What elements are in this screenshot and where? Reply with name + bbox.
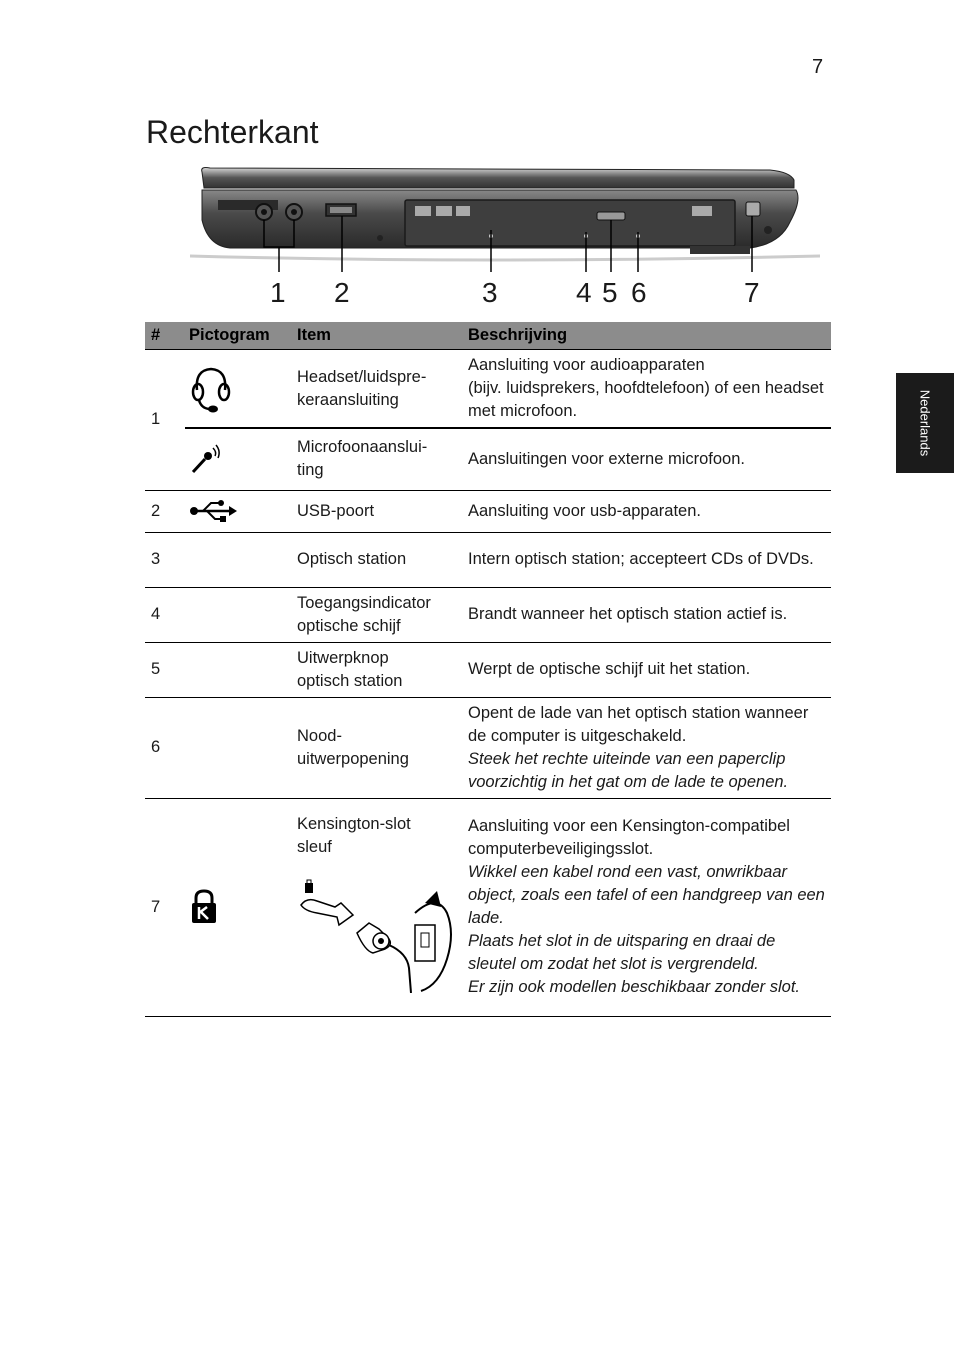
- microphone-icon: [185, 428, 293, 490]
- item-label: USB-poort: [293, 490, 464, 532]
- item-description: Aansluiting voor usb-apparaten.: [464, 490, 831, 532]
- callout-3: 3: [482, 277, 498, 308]
- table-row: [145, 428, 831, 490]
- header-icon: Pictogram: [185, 322, 293, 350]
- item-description: Aansluitingen voor externe microfoon.: [464, 428, 831, 490]
- callout-1: 1: [270, 277, 286, 308]
- row-number: 2: [145, 490, 185, 532]
- item-description: Intern optisch station; accepteert CDs of DVDs.: [464, 532, 831, 587]
- header-item: Item: [293, 322, 464, 350]
- empty-icon-cell: [185, 532, 293, 587]
- description-text: Aansluiting voor een Kensington-compatibel computerbeveiligingsslot.: [468, 817, 790, 858]
- usb-icon: [185, 490, 293, 532]
- table-row: [145, 490, 831, 532]
- table-row: [145, 587, 831, 642]
- item-label: Kensington-slot sleuf: [297, 814, 411, 856]
- row-number: 7: [145, 798, 185, 1016]
- row-number: 6: [145, 697, 185, 798]
- description-note: Er zijn ook modellen beschikbaar zonder slot.: [468, 978, 801, 996]
- language-side-tab: [896, 373, 954, 473]
- item-label: Uitwerpknop optisch station: [293, 642, 464, 697]
- headset-icon: [185, 350, 293, 429]
- header-description: Beschrijving: [464, 322, 831, 350]
- empty-icon-cell: [185, 697, 293, 798]
- kensington-lock-illustration: [297, 863, 457, 993]
- page-number: 7: [812, 56, 824, 78]
- item-label: Headset/luidspre- keraansluiting: [297, 367, 427, 409]
- table-row: [145, 642, 831, 697]
- side-tab-label: Nederlands: [917, 389, 933, 457]
- row-number: 3: [145, 532, 185, 587]
- table-row: [145, 532, 831, 587]
- table-row: [145, 798, 831, 1016]
- item-description: Werpt de optische schijf uit het station.: [464, 642, 831, 697]
- item-label: Toegangsindicator optische schijf: [293, 587, 464, 642]
- table-header-row: [145, 322, 831, 350]
- row-number: 5: [145, 642, 185, 697]
- item-description: [464, 697, 831, 798]
- item-label: Microfoonaanslui- ting: [293, 428, 464, 490]
- kensington-lock-icon: [185, 798, 293, 1016]
- item-label-with-illustration: [293, 798, 464, 1016]
- callout-4: 4: [576, 277, 592, 308]
- callout-2: 2: [334, 277, 350, 308]
- row-number: 4: [145, 587, 185, 642]
- item-label: Nood- uitwerpopening: [293, 697, 464, 798]
- description-text: Opent de lade van het optisch station wanneer de computer is uitgeschakeld.: [468, 703, 809, 745]
- empty-icon-cell: [185, 642, 293, 697]
- ports-table: [145, 322, 831, 1017]
- description-note: Plaats het slot in de uitsparing en draai de sleutel om zodat het slot is vergrendeld.: [468, 932, 776, 973]
- callout-6: 6: [631, 277, 647, 308]
- description-note: Steek het rechte uiteinde van een paperclip voorzichtig in het gat om de lade te openen.: [468, 749, 789, 791]
- description-note: Wikkel een kabel rond een vast, onwrikbaar object, zoals een tafel of een handgreep van een lade.: [468, 863, 825, 927]
- empty-icon-cell: [185, 587, 293, 642]
- header-num: #: [145, 322, 185, 350]
- row-number: 1: [145, 350, 185, 491]
- callout-5: 5: [602, 277, 618, 308]
- item-description: [464, 798, 831, 1016]
- item-description: Brandt wanneer het optisch station actief is.: [464, 587, 831, 642]
- callout-7: 7: [744, 277, 760, 308]
- item-description: Aansluiting voor audioapparaten (bijv. luidsprekers, hoofdtelefoon) of een headset met microfoon.: [468, 356, 824, 420]
- table-row: [145, 697, 831, 798]
- page-title: Rechterkant: [146, 114, 319, 150]
- table-row: [145, 350, 831, 429]
- item-label: Optisch station: [293, 532, 464, 587]
